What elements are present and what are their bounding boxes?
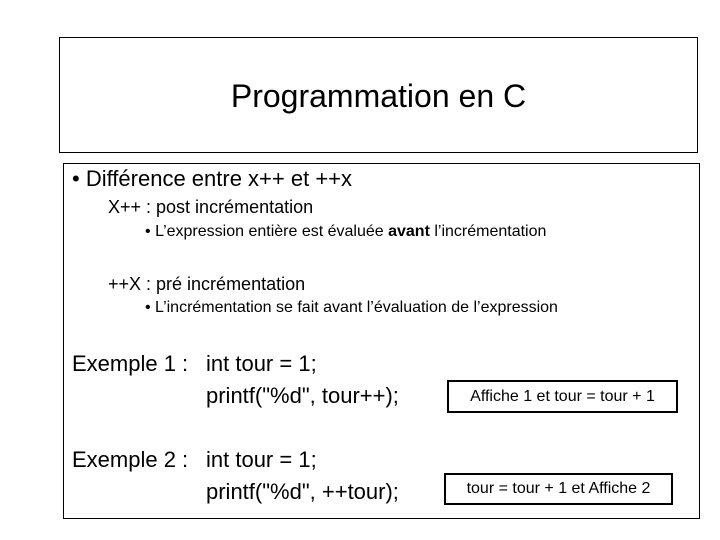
example2-code-line2: printf("%d", ++tour); [206,479,399,504]
example2-result: tour = tour + 1 et Affiche 2 [466,480,651,497]
slide-title: Programmation en C [230,78,527,114]
example1-code-line1: int tour = 1; [206,351,317,376]
main-bullet: • Différence entre x++ et ++x [72,166,353,191]
example1-label: Exemple 1 : [72,351,189,376]
post-desc-text-after: l’incrémentation [429,223,547,240]
example1-code-line2: printf("%d", tour++); [206,383,399,408]
post-increment-description [145,223,546,241]
example1-result: Affiche 1 et tour = tour + 1 [470,387,655,405]
pre-increment-heading: ++X : pré incrémentation [108,274,306,294]
title-box [59,37,698,153]
example2-code-line1: int tour = 1; [206,447,317,472]
post-desc-text-before: L’expression entière est évaluée [155,223,389,240]
example2-result-box [444,473,673,505]
example2-label: Exemple 2 : [72,447,189,472]
post-increment-heading: X++ : post incrémentation [108,197,314,217]
example1-result-box [447,380,678,413]
bullet-glyph: • [145,223,151,240]
pre-increment-description: • L’incrémentation se fait avant l’évaluation de l’expression [145,299,558,316]
post-desc-bold: avant [388,223,430,240]
